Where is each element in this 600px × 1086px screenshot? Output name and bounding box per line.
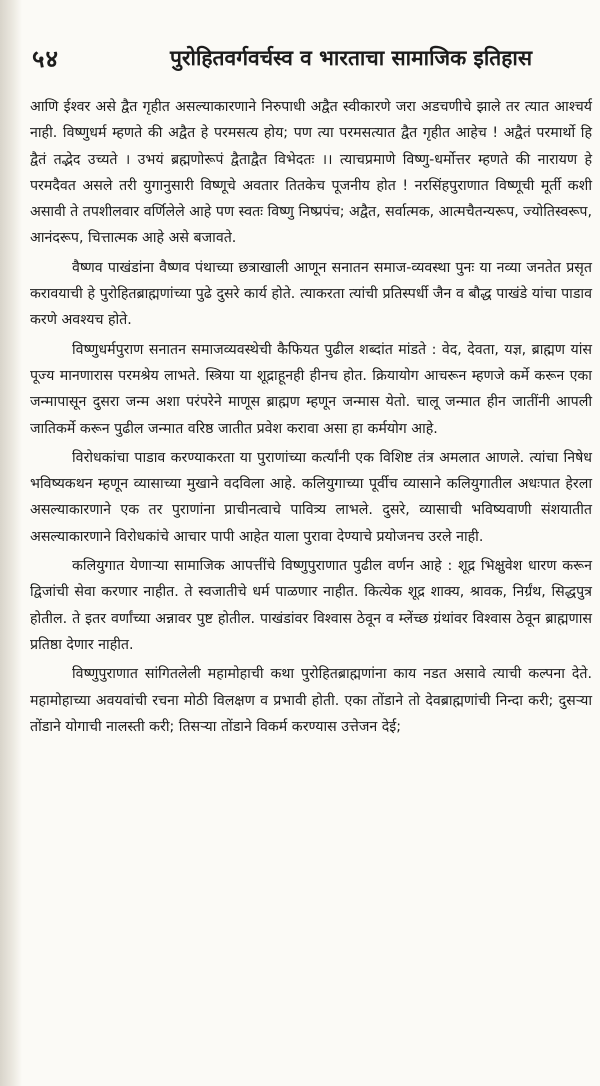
body-text (30, 94, 592, 743)
page-number: ५४ (32, 44, 59, 73)
paragraph: कलियुगात येणाऱ्या सामाजिक आपत्तींचे विष्णुपुराणात पुढील वर्णन आहे : शूद्र भिक्षुवेश धारण करून द्विजांची सेवा करणार नाहीत. ते स्वजातीचे धर्म पाळणार नाहीत. कित्येक शूद्र शाक्य, श्रावक, निर्ग्रंथ, सिद्धपुत्र होतील. ते इतर वर्णांच्या अन्नावर पुष्ट होतील. पाखंडांवर विश्वास ठेवून व म्लेंच्छ ग्रंथांवर विश्वास ठेवून ब्राह्मणास प्रतिष्ठा देणार नाहीत. (30, 558, 592, 653)
page-header (30, 40, 595, 80)
paragraph: विष्णुपुराणात सांगितलेली महामोहाची कथा पुरोहितब्राह्मणांना काय नडत असावे त्याची कल्पना देते. महामोहाच्या अवयवांची रचना मोठी विलक्षण व प्रभावी होती. एका तोंडाने तो देवब्राह्मणांची निन्दा करी; दुसऱ्या तोंडाने योगाची नालस्ती करी; तिसऱ्या तोंडाने विकर्म करण्यास उत्तेजन देई; (30, 666, 592, 735)
paragraph: विरोधकांचा पाडाव करण्याकरता या पुराणांच्या कर्त्यांनी एक विशिष्ट तंत्र अमलात आणले. त्यांचा निषेध भविष्यकथन म्हणून व्यासाच्या मुखाने वदविला आहे. कलियुगाच्या पूर्वीच व्यासाने कलियुगातील अधःपात हेरला असल्याकारणाने एक तर पुराणांना प्राचीनत्वाचे पावित्र्य लाभले. दुसरे, व्यासाची भविष्यवाणी संशयातीत असल्याकारणाने विरोधकांचे आचार पापी आहेत याला पुरावा देण्याचे प्रयोजनच उरले नाही. (30, 449, 592, 545)
running-title: पुरोहितवर्गवर्चस्व व भारताचा सामाजिक इतिहास (170, 45, 533, 70)
paragraph: विष्णुधर्मपुराण सनातन समाजव्यवस्थेची कैफियत पुढील शब्दांत मांडते : वेद, देवता, यज्ञ, ब्राह्मण यांस पूज्य मानणारास परमश्रेय लाभते. स्त्रिया या शूद्राहूनही हीनच होत. क्रियायोग आचरून म्हणजे कर्मे करून एका जन्मापासून दुसरा जन्म अशा परंपरेने माणूस ब्राह्मण म्हणून जन्मास येतो. चालू जन्मात हीन जातींनी आपली जातिकर्मे करून पुढील जन्मात वरिष्ठ जातीत प्रवेश करावा असा हा कर्मयोग आहे. (30, 341, 592, 437)
paragraph: आणि ईश्वर असे द्वैत गृहीत असल्याकारणाने निरुपाधी अद्वैत स्वीकारणे जरा अडचणीचे झाले तर त्यात आश्चर्य नाही. विष्णुधर्म म्हणते की अद्वैत हे परमसत्य होय; पण त्या परमसत्यात द्वैत गृहीत आहेच ! अद्वैतं परमार्थो हि द्वैतं तद्भेद उच्यते । उभयं ब्रह्मणोरूपं द्वैताद्वैत विभेदतः ।। त्याचप्रमाणे विष्णु-धर्मोत्तर म्हणते की नारायण हे परमदैवत असले तरी युगानुसारी विष्णूचे अवतार तितकेच पूजनीय होत ! नरसिंहपुराणात विष्णूची मूर्ती कशी असावी ते तपशीलवार वर्णिलेले आहे पण स्वतः विष्णु निष्प्रपंच; अद्वैत, सर्वात्मक, आत्मचैतन्यरूप, ज्योतिस्वरूप, आनंदरूप, चित्तात्मक आहे असे बजावते. (30, 99, 592, 247)
paragraph: वैष्णव पाखंडांना वैष्णव पंथाच्या छत्राखाली आणून सनातन समाज-व्यवस्था पुनः या नव्या जनतेत प्रसृत करावयाची हे पुरोहितब्राह्मणांच्या पुढे दुसरे कार्य होते. त्याकरता त्यांची प्रतिस्पर्धी जैन व बौद्ध पाखंडे यांचा पाडाव करणे अवश्यच होते. (30, 259, 592, 329)
binding-edge (0, 0, 22, 1086)
